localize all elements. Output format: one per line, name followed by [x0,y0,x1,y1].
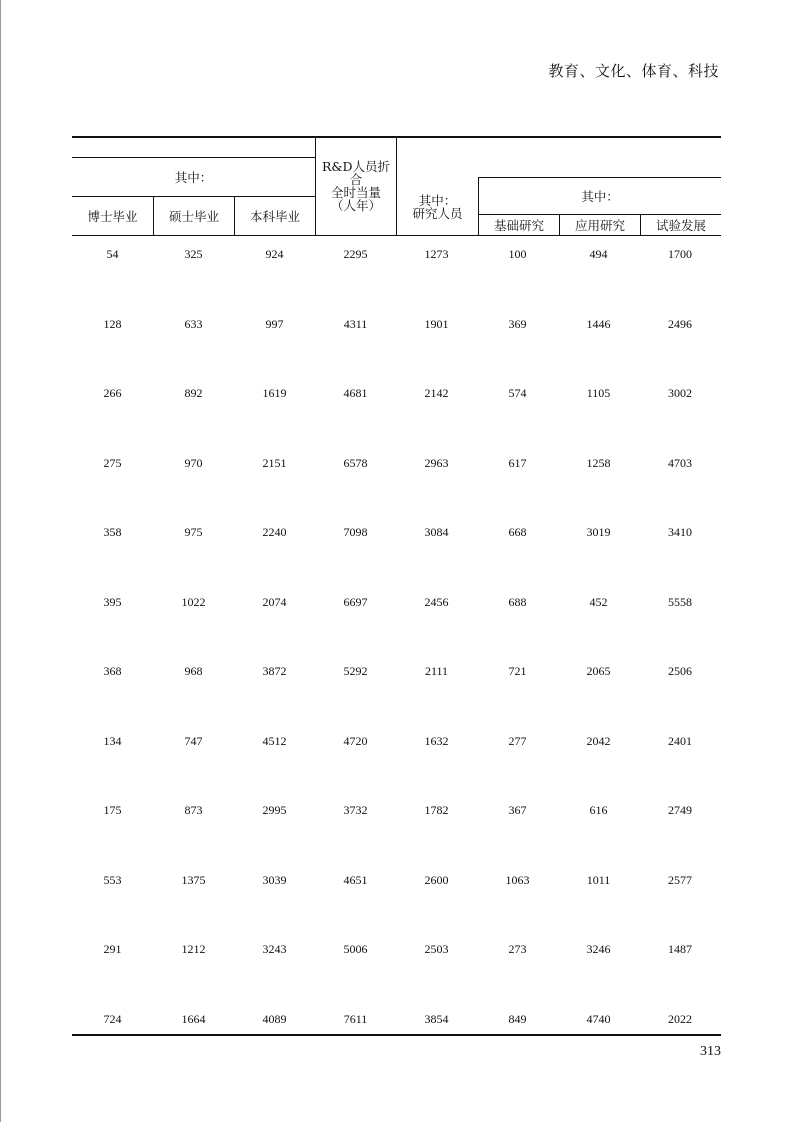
table-cell: 2240 [262,525,287,539]
table-cell: 2963 [424,456,449,470]
table-cell: 266 [103,386,122,400]
table-cell: 1273 [424,247,449,261]
table-cell: 1258 [586,456,611,470]
table-cell: 924 [265,247,284,261]
table-cell: 2042 [586,734,611,748]
table-cell: 747 [184,734,203,748]
table-cell: 970 [184,456,203,470]
table-cell: 128 [103,317,122,331]
table-cell: 4512 [262,734,287,748]
table-cell: 6578 [343,456,368,470]
table-cell: 275 [103,456,122,470]
table-cell: 2749 [668,803,692,817]
header-rd-fte: R&D人员折合 全时当量 （人年） [321,159,391,213]
table-cell: 4703 [668,456,692,470]
table-cell: 688 [508,595,527,609]
table-row [72,792,721,828]
table-cell: 574 [508,386,527,400]
table-row [72,862,721,898]
table-cell: 2295 [343,247,368,261]
table-cell: 1782 [424,803,449,817]
table-cell: 3084 [424,525,449,539]
table-cell: 6697 [343,595,368,609]
table-cell: 633 [184,317,203,331]
table-cell: 367 [508,803,527,817]
table-row [72,584,721,620]
table-cell: 1022 [181,595,206,609]
header-master-graduates: 硕士毕业 [168,208,219,224]
table-cell: 1664 [181,1012,206,1026]
table-cell: 873 [184,803,203,817]
header-bachelor-graduates: 本科毕业 [249,208,300,224]
header-group-of-which-left: 其中： [174,169,213,185]
table-cell: 668 [508,525,527,539]
table-cell: 975 [184,525,203,539]
table-cell: 2401 [668,734,692,748]
table-cell: 277 [508,734,527,748]
table-cell: 997 [265,317,284,331]
table-cell: 3854 [424,1012,449,1026]
table-row [72,514,721,550]
table-cell: 1105 [586,386,611,400]
table-row [72,445,721,481]
header-applied-research: 应用研究 [574,217,625,233]
page-edge [0,0,1,1122]
table-cell: 273 [508,942,527,956]
table-cell: 100 [508,247,527,261]
table-cell: 4311 [343,317,368,331]
table-cell: 3002 [668,386,692,400]
table-cell: 1632 [424,734,449,748]
table-row [72,931,721,967]
table-cell: 4089 [262,1012,287,1026]
table-cell: 368 [103,664,122,678]
table-cell: 2600 [424,873,449,887]
table-cell: 54 [106,247,119,261]
table-cell: 4720 [343,734,368,748]
table-row [72,306,721,342]
table-row [72,723,721,759]
header-basic-research: 基础研究 [493,217,544,233]
table-cell: 724 [103,1012,122,1026]
table-cell: 1063 [505,873,530,887]
table-cell: 2151 [262,456,287,470]
table-cell: 1375 [181,873,206,887]
table-cell: 2506 [668,664,692,678]
table-cell: 494 [589,247,608,261]
table-cell: 617 [508,456,527,470]
table-cell: 2065 [586,664,611,678]
table-cell: 721 [508,664,527,678]
table-row [72,653,721,689]
table-cell: 849 [508,1012,527,1026]
table-cell: 1487 [668,942,692,956]
table-cell: 1901 [424,317,449,331]
table-cell: 358 [103,525,122,539]
table-cell: 7098 [343,525,368,539]
table-cell: 325 [184,247,203,261]
header-group-of-which-right: 其中： [581,188,619,204]
table-cell: 4681 [343,386,368,400]
table-cell: 892 [184,386,203,400]
table-cell: 3410 [668,525,692,539]
table-cell: 2074 [262,595,287,609]
table-cell: 452 [589,595,608,609]
table-cell: 3246 [586,942,611,956]
table-cell: 2496 [668,317,692,331]
header-researchers: 其中： 研究人员 [412,192,463,221]
table-cell: 4651 [343,873,368,887]
table-cell: 2456 [424,595,449,609]
table-cell: 1011 [586,873,611,887]
header-phd-graduates: 博士毕业 [87,208,138,224]
table-cell: 1446 [586,317,611,331]
table-cell: 5558 [668,595,692,609]
table-cell: 2503 [424,942,449,956]
table-bottom-rule [72,1034,721,1036]
table-cell: 1700 [668,247,692,261]
table-cell: 2577 [668,873,692,887]
table-cell: 291 [103,942,122,956]
table-cell: 4740 [586,1012,611,1026]
table-cell: 3243 [262,942,287,956]
table-cell: 1212 [181,942,206,956]
table-cell: 5292 [343,664,368,678]
table-cell: 369 [508,317,527,331]
table-cell: 3872 [262,664,287,678]
table-cell: 553 [103,873,122,887]
table-cell: 134 [103,734,122,748]
table-cell: 1619 [262,386,287,400]
table-row [72,375,721,411]
table-cell: 3019 [586,525,611,539]
table-cell: 968 [184,664,203,678]
table-cell: 2111 [424,664,449,678]
table-cell: 175 [103,803,122,817]
table-cell: 3732 [343,803,368,817]
table-row [72,236,721,272]
table-cell: 395 [103,595,122,609]
table-cell: 2142 [424,386,449,400]
page-number: 313 [700,1044,721,1059]
table-cell: 3039 [262,873,287,887]
table-row [72,1001,721,1037]
table-cell: 2022 [668,1012,692,1026]
table-cell: 7611 [343,1012,368,1026]
running-head: 教育、文化、体育、科技 [548,62,719,80]
table-cell: 616 [589,803,608,817]
table-cell: 5006 [343,942,368,956]
table-cell: 2995 [262,803,287,817]
header-experimental-development: 试验发展 [655,217,706,233]
